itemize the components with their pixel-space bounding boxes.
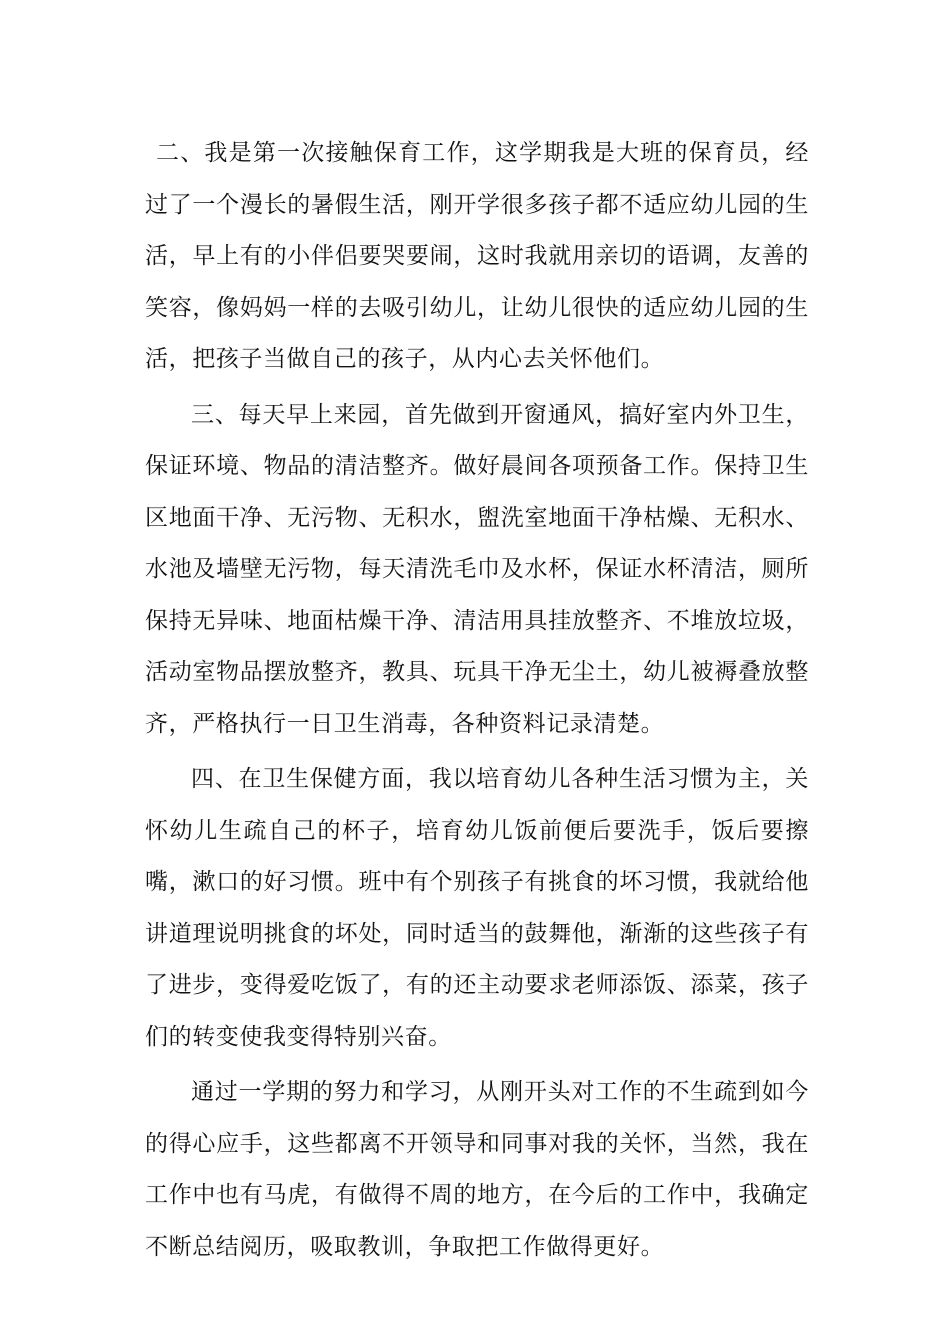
paragraph-2: 二、我是第一次接触保育工作，这学期我是大班的保育员，经过了一个漫长的暑假生活，刚开学很多孩子都不适应幼儿园的生活，早上有的小伴侣要哭要闹，这时我就用亲切的语调，友善的笑容，像妈妈一样的去吸引幼儿，让幼儿很快的适应幼儿园的生活，把孩子当做自己的孩子，从内心去关怀他们。 (145, 140, 809, 372)
paragraph-4: 四、在卫生保健方面，我以培育幼儿各种生活习惯为主，关怀幼儿生疏自己的杯子，培育幼儿饭前便后要洗手，饭后要擦嘴，漱口的好习惯。班中有个别孩子有挑食的坏习惯，我就给他讲道理说明挑食的坏处，同时适当的鼓舞他，渐渐的这些孩子有了进步，变得爱吃饭了，有的还主动要求老师添饭、添菜，孩子们的转变使我变得特别兴奋。 (145, 766, 809, 1050)
document-body (145, 128, 809, 1273)
paragraph-conclusion: 通过一学期的努力和学习，从刚开头对工作的不生疏到如今的得心应手，这些都离不开领导和同事对我的关怀，当然，我在工作中也有马虎，有做得不周的地方，在今后的工作中，我确定不断总结阅历，吸取教训，争取把工作做得更好。 (145, 1079, 809, 1260)
paragraph-3: 三、每天早上来园，首先做到开窗通风，搞好室内外卫生，保证环境、物品的清洁整齐。做好晨间各项预备工作。保持卫生区地面干净、无污物、无积水，盥洗室地面干净枯燥、无积水、水池及墙壁无污物，每天清洗毛巾及水杯，保证水杯清洁，厕所保持无异味、地面枯燥干净、清洁用具挂放整齐、不堆放垃圾，活动室物品摆放整齐，教具、玩具干净无尘土，幼儿被褥叠放整齐，严格执行一日卫生消毒，各种资料记录清楚。 (145, 401, 809, 737)
